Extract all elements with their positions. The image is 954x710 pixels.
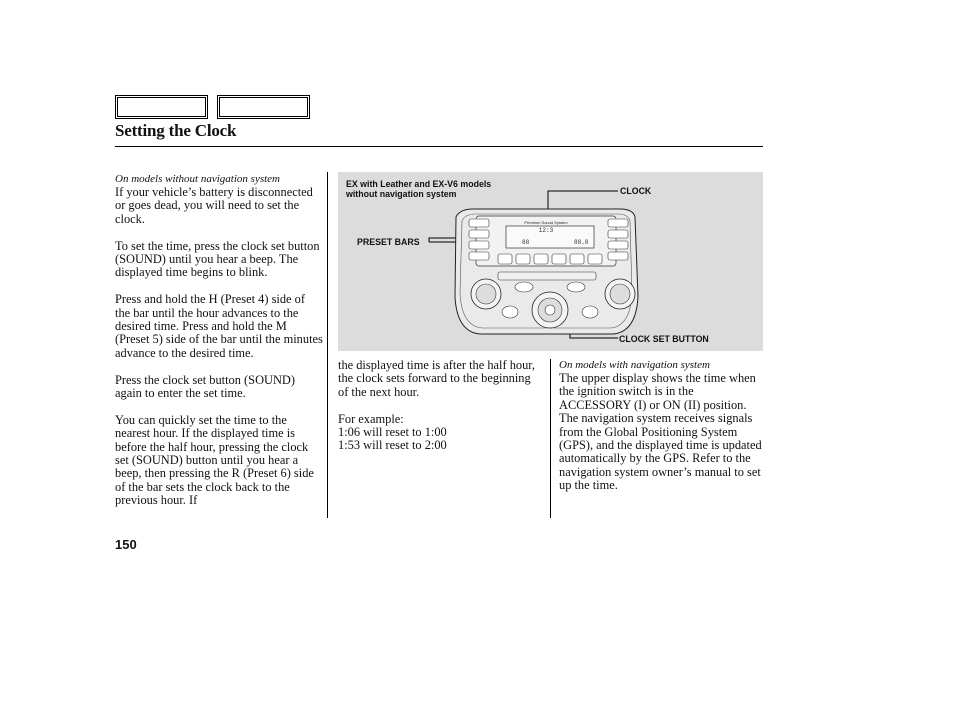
control-panel-icon [338,172,763,351]
callout-clock-set-button: CLOCK SET BUTTON [619,334,709,344]
right-column [559,359,765,506]
paragraph: Press and hold the H (Preset 4) side of the bar until the hour advances to the desired time. Press and hold the M (Preset 5) side of the bar until the minutes advance to the desired time. [115,292,323,360]
middle-column [338,359,542,453]
nav-box-previous[interactable] [115,95,208,119]
svg-text:Premium Sound System: Premium Sound System [524,220,568,225]
page-title: Setting the Clock [115,121,237,140]
svg-text:12:3: 12:3 [538,227,554,234]
paragraph: The upper display shows the time when the ignition switch is in the ACCESSORY (I) or ON (II) position. The navigation system receives signals from the Global Positioning System (GPS), and the displayed time is updated automatically by the GPS. Refer to the navigation system owner’s manual to set up the time. [559,371,762,493]
paragraph: You can quickly set the time to the nearest hour. If the displayed time is before the half hour, pressing the clock set (SOUND) button until you hear a beep, then pressing the R (Preset 6) side of the bar sets the clock back to the previous hour. If [115,412,314,508]
callout-clock: CLOCK [620,186,652,196]
left-column [115,173,323,508]
paragraph: Press the clock set button (SOUND) again to enter the set time. [115,372,295,401]
column-divider [327,172,328,518]
nav-box-next[interactable] [217,95,310,119]
svg-text:88.8: 88.8 [574,239,589,246]
callout-preset-bars: PRESET BARS [357,237,420,247]
paragraph: the displayed time is after the half hour, the clock sets forward to the beginning of the next hour. [338,358,536,399]
page-number: 150 [115,537,137,552]
example-line: 1:53 will reset to 2:00 [338,438,447,453]
title-rule [115,146,763,147]
example-label: For example: [338,411,404,426]
left-note: On models without navigation system [115,173,280,185]
svg-text:88: 88 [522,239,530,246]
paragraph: If your vehicle’s battery is disconnected or goes dead, you will need to set the clock. [115,185,313,226]
radio-figure [338,172,763,351]
right-note: On models with navigation system [559,359,710,371]
example-line: 1:06 will reset to 1:00 [338,425,447,440]
paragraph: To set the time, press the clock set button (SOUND) until you hear a beep. The displayed time begins to blink. [115,238,320,280]
figure-heading-line2: without navigation system [346,189,457,199]
figure-heading-line1: EX with Leather and EX-V6 models [346,179,492,189]
column-divider [550,359,551,518]
